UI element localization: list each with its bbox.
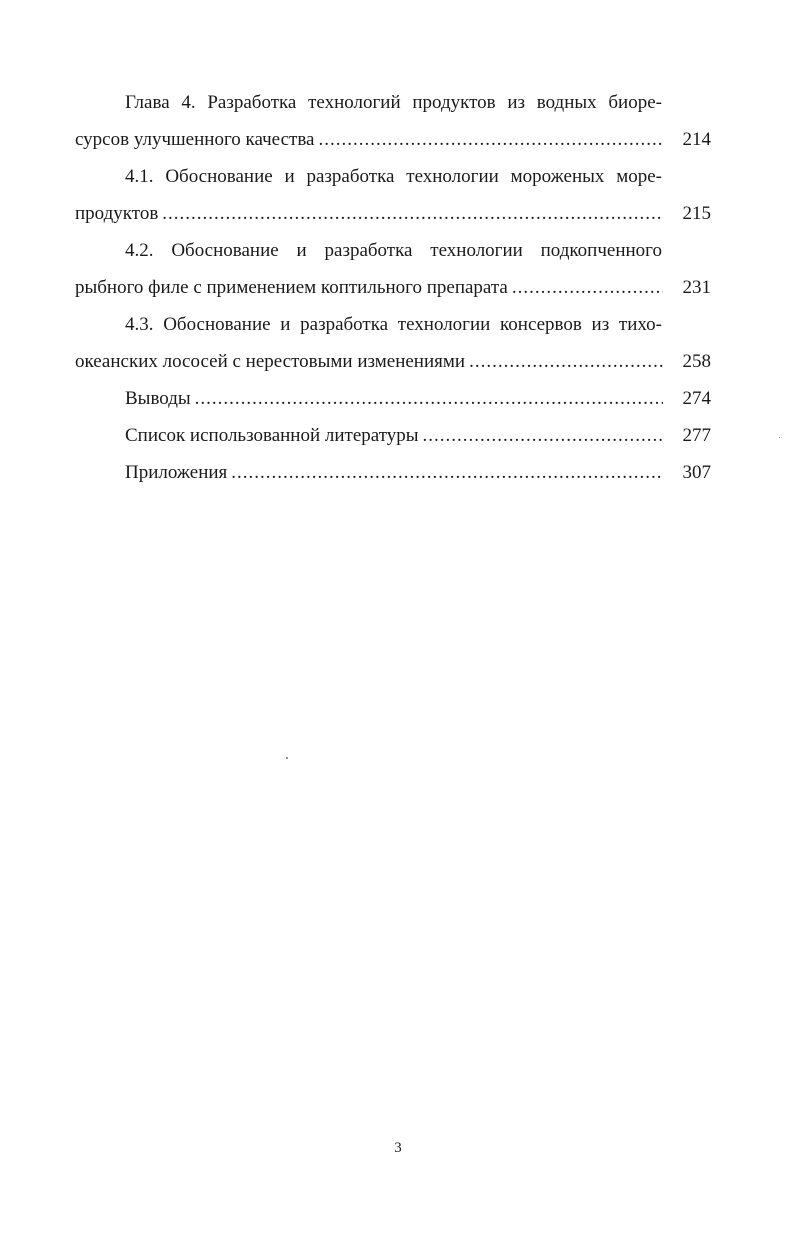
dot-leader xyxy=(162,195,663,232)
toc-entry-title: Приложения xyxy=(125,462,228,483)
toc-entry-title-continued: рыбного филе с применением коптильного препарата xyxy=(75,277,508,298)
toc-entry-chapter-4 xyxy=(75,84,711,158)
toc-entry-line xyxy=(75,454,711,491)
dot-leader xyxy=(195,380,663,417)
toc-entry-title: 4.2. Обоснование и разработка технологии подкопченного xyxy=(125,240,662,261)
toc-page-number: 231 xyxy=(682,277,711,298)
toc-entry-title: 4.3. Обоснование и разработка технологии консервов из тихо- xyxy=(125,314,662,335)
toc-entry-title-continued: сурсов улучшенного качества xyxy=(75,129,315,150)
scan-speck xyxy=(286,757,288,759)
toc-entry-conclusions xyxy=(75,380,711,417)
dot-leader xyxy=(318,121,663,158)
toc-entry-references xyxy=(75,417,711,454)
toc-entry-title-continued: океанских лососей с нерестовыми изменениями xyxy=(75,351,466,372)
toc-entry-line xyxy=(75,380,711,417)
table-of-contents xyxy=(75,84,711,491)
toc-page-number: 215 xyxy=(682,203,711,224)
toc-entry-last-line xyxy=(75,121,711,158)
toc-entry-line xyxy=(75,417,711,454)
toc-entry-last-line xyxy=(75,195,711,232)
toc-entry-last-line xyxy=(75,269,711,306)
toc-entry-section-4-2 xyxy=(75,232,711,306)
page-number: 3 xyxy=(394,1140,402,1156)
dot-leader xyxy=(512,269,663,306)
toc-entry-title: 4.1. Обоснование и разработка технологии мороженых море- xyxy=(125,166,662,187)
toc-entry-title: Выводы xyxy=(125,388,191,409)
dot-leader xyxy=(469,343,663,380)
toc-page-number: 307 xyxy=(682,462,711,483)
toc-page-number: 258 xyxy=(682,351,711,372)
toc-page-number: 274 xyxy=(682,388,711,409)
dot-leader xyxy=(231,454,663,491)
toc-entry-title: Список использованной литературы xyxy=(125,425,419,446)
toc-entry-section-4-3 xyxy=(75,306,711,380)
toc-page-number: 277 xyxy=(682,425,711,446)
dot-leader xyxy=(423,417,663,454)
toc-entry-appendices xyxy=(75,454,711,491)
toc-entry-last-line xyxy=(75,343,711,380)
toc-entry-title-continued: продуктов xyxy=(75,203,159,224)
toc-entry-title: Глава 4. Разработка технологий продуктов из водных биоре- xyxy=(125,92,662,113)
scan-speck xyxy=(779,437,780,438)
toc-page-number: 214 xyxy=(682,129,711,150)
toc-entry-section-4-1 xyxy=(75,158,711,232)
